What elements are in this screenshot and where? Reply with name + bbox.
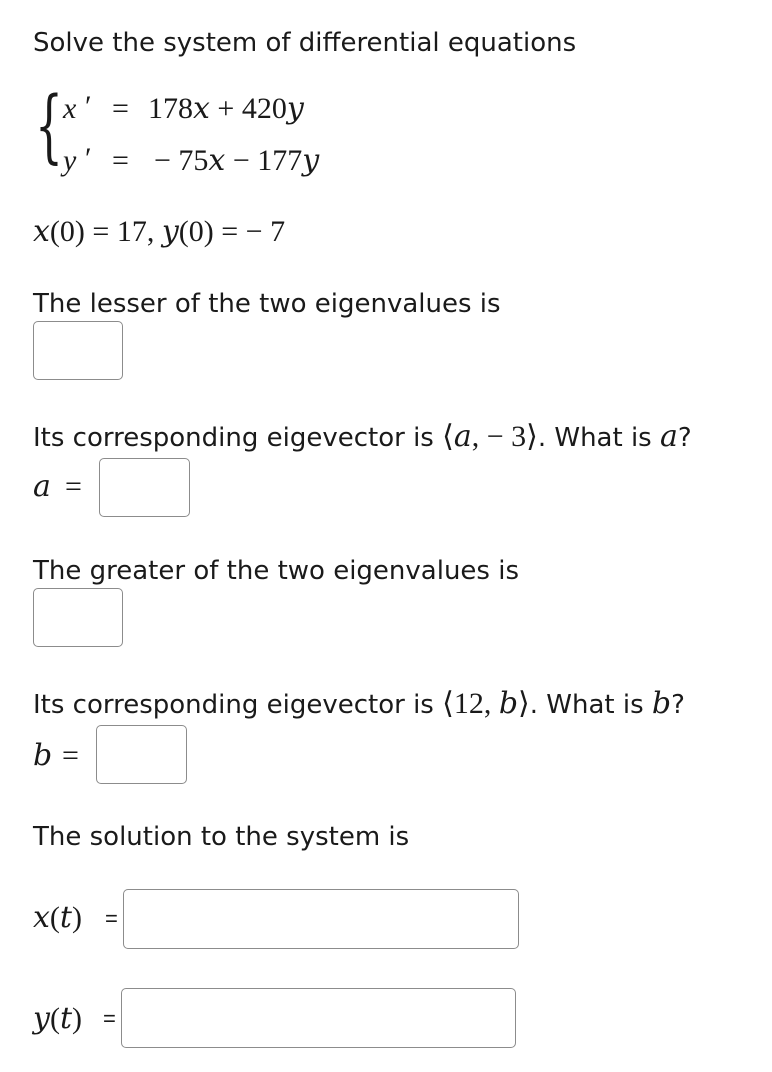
a-value-input[interactable]: [99, 458, 190, 517]
eigenvector-a-math: ⟨𝑎, − 3⟩: [442, 420, 538, 453]
eq2-lhs: y: [63, 144, 77, 177]
eigenvector-b-question: [33, 689, 685, 719]
y-equals-sign: =: [103, 1006, 116, 1031]
greater-eigenvalue-label: The greater of the two eigenvalues is: [33, 556, 520, 586]
x-solution-input[interactable]: [123, 889, 519, 949]
eq1-rhs: 178𝑥 + 420𝑦: [148, 92, 304, 125]
lesser-eigenvalue-label: The lesser of the two eigenvalues is: [33, 289, 501, 319]
b-equals-sign: =: [62, 739, 79, 772]
eigenvector-b-end: ?: [671, 690, 685, 720]
a-equals-sign: =: [65, 470, 82, 503]
x-equals-sign: =: [105, 906, 118, 931]
eigenvector-b-tail: . What is: [529, 690, 652, 720]
system-brace: {: [35, 79, 63, 172]
eigenvector-a-question: [33, 422, 692, 452]
y-solution-input[interactable]: [121, 988, 516, 1048]
b-value-input[interactable]: [96, 725, 187, 784]
lesser-eigenvalue-input[interactable]: [33, 321, 123, 380]
eq1-lhs: x: [63, 92, 77, 125]
eq2-rhs: − 75𝑥 − 177𝑦: [154, 144, 320, 177]
eigenvector-a-text: Its corresponding eigevector is: [33, 423, 443, 453]
eq1-prime: ′: [85, 90, 92, 123]
eq2-equals: =: [112, 144, 129, 177]
b-variable-label: 𝑏: [33, 739, 53, 772]
initial-conditions: 𝑥(0) = 17, 𝑦(0) = − 7: [33, 215, 286, 248]
greater-eigenvalue-input[interactable]: [33, 588, 123, 647]
eigenvector-a-end: ?: [677, 423, 692, 453]
x-of-t-label: 𝑥(𝑡): [33, 901, 82, 934]
eq1-equals: =: [112, 92, 129, 125]
eigenvector-b-var: 𝑏: [651, 687, 672, 720]
eigenvector-b-math: ⟨12, 𝑏⟩: [442, 687, 530, 720]
solution-label: The solution to the system is: [33, 822, 410, 852]
a-variable-label: 𝑎: [33, 470, 51, 503]
eigenvector-b-text: Its corresponding eigevector is: [33, 690, 443, 720]
eq2-prime: ′: [85, 142, 92, 175]
eigenvector-a-tail: . What is: [537, 423, 660, 453]
eigenvector-a-var: 𝑎: [660, 420, 678, 453]
y-of-t-label: 𝑦(𝑡): [33, 1002, 82, 1035]
problem-prompt: Solve the system of differential equations: [33, 28, 577, 58]
